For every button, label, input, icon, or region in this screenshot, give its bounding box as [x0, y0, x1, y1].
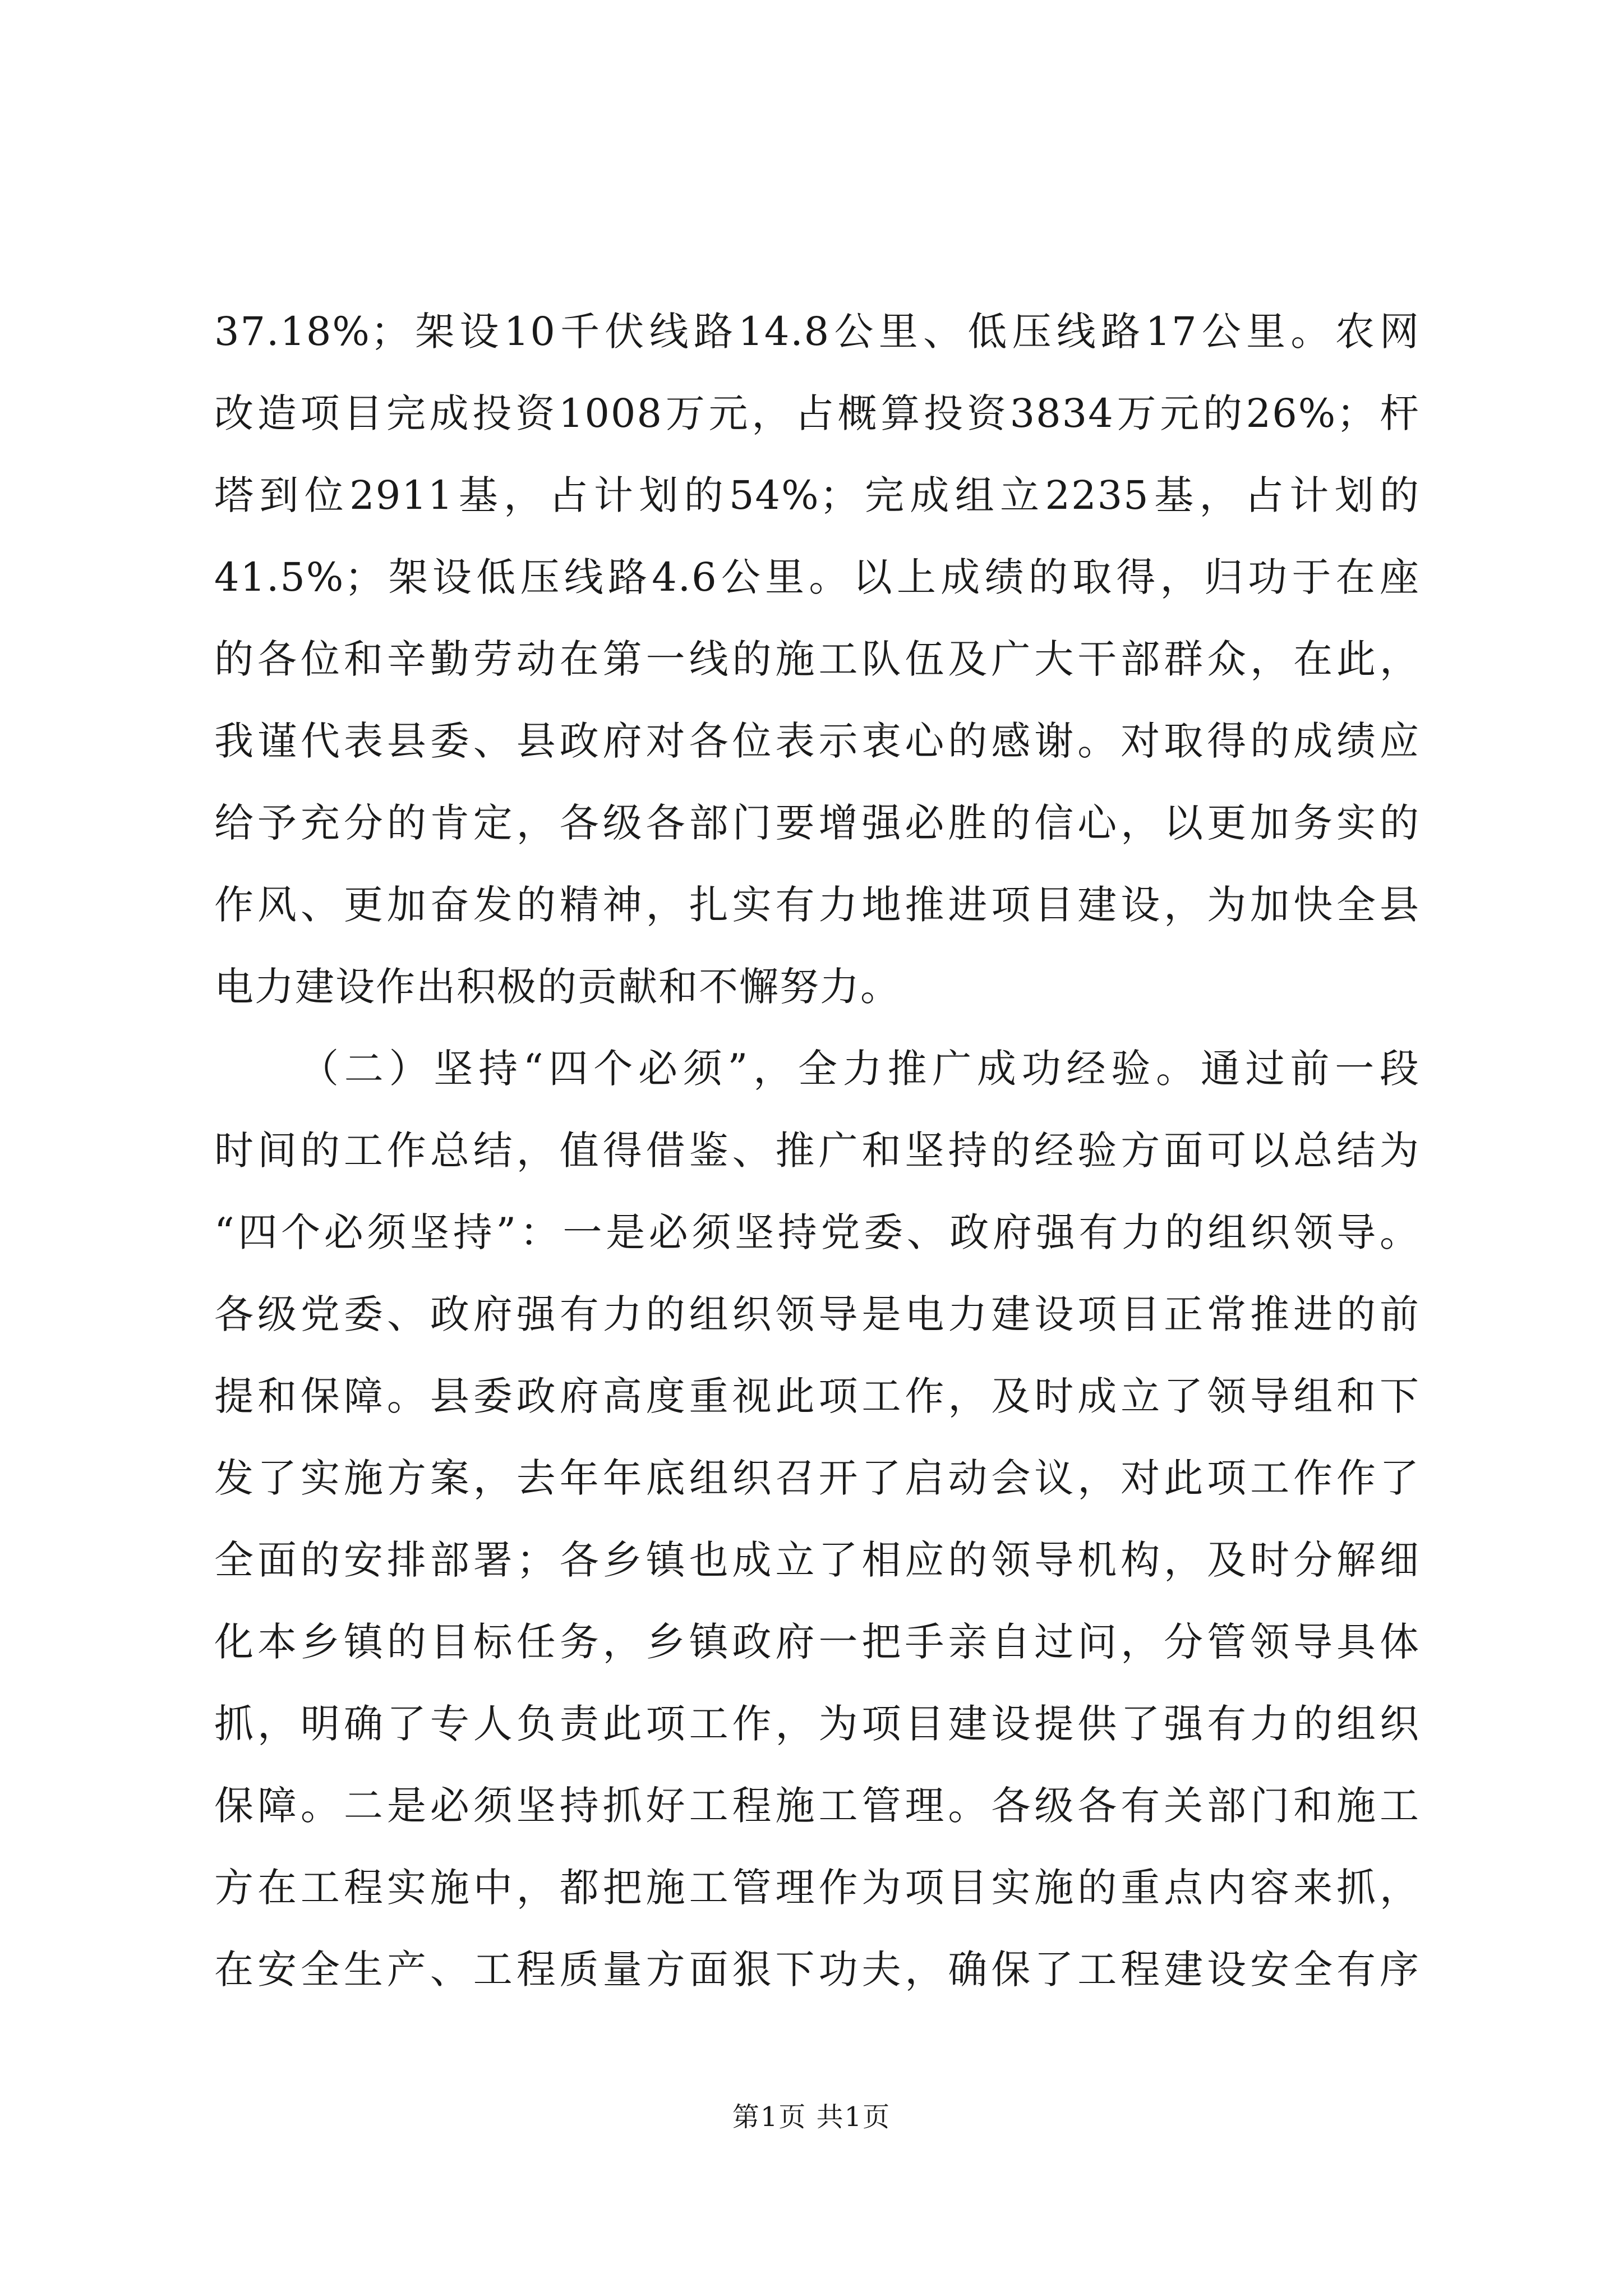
text-line: 41.5%；架设低压线路4.6公里。以上成绩的取得，归功于在座 — [214, 554, 1420, 600]
text-line: 方在工程实施中，都把施工管理作为项目实施的重点内容来抓， — [214, 1865, 1420, 1911]
text-line: 发了实施方案，去年年底组织召开了启动会议，对此项工作作了 — [214, 1455, 1420, 1501]
text-line: 全面的安排部署；各乡镇也成立了相应的领导机构，及时分解细 — [214, 1537, 1420, 1583]
page-number-footer: 第1页 共1页 — [732, 2101, 891, 2133]
text-line: 作风、更加奋发的精神，扎实有力地推进项目建设，为加快全县 — [214, 882, 1420, 928]
text-line: 电力建设作出积极的贡献和不懈努力。 — [214, 964, 901, 1010]
text-line: 37.18%；架设10千伏线路14.8公里、低压线路17公里。农网 — [214, 309, 1420, 355]
text-line: “四个必须坚持”：一是必须坚持党委、政府强有力的组织领导。 — [214, 1209, 1420, 1255]
text-line: 给予充分的肯定，各级各部门要增强必胜的信心，以更加务实的 — [214, 800, 1420, 846]
text-line: 我谨代表县委、县政府对各位表示衷心的感谢。对取得的成绩应 — [214, 718, 1420, 764]
text-line: 时间的工作总结，值得借鉴、推广和坚持的经验方面可以总结为 — [214, 1128, 1420, 1174]
text-line: 化本乡镇的目标任务，乡镇政府一把手亲自过问，分管领导具体 — [214, 1619, 1420, 1665]
text-line: 在安全生产、工程质量方面狠下功夫，确保了工程建设安全有序 — [214, 1947, 1420, 1993]
section-heading-line: （二）坚持“四个必须”，全力推广成功经验。通过前一段 — [299, 1046, 1420, 1092]
text-line: 塔到位2911基，占计划的54%；完成组立2235基，占计划的 — [214, 472, 1420, 518]
text-line: 保障。二是必须坚持抓好工程施工管理。各级各有关部门和施工 — [214, 1783, 1420, 1829]
text-line: 改造项目完成投资1008万元，占概算投资3834万元的26%；杆 — [214, 390, 1420, 436]
text-line: 抓，明确了专人负责此项工作，为项目建设提供了强有力的组织 — [214, 1701, 1420, 1747]
text-line: 提和保障。县委政府高度重视此项工作，及时成立了领导组和下 — [214, 1373, 1420, 1419]
text-line: 的各位和辛勤劳动在第一线的施工队伍及广大干部群众，在此， — [214, 636, 1420, 682]
body-text — [214, 291, 1420, 2010]
text-line: 各级党委、政府强有力的组织领导是电力建设项目正常推进的前 — [214, 1291, 1420, 1337]
